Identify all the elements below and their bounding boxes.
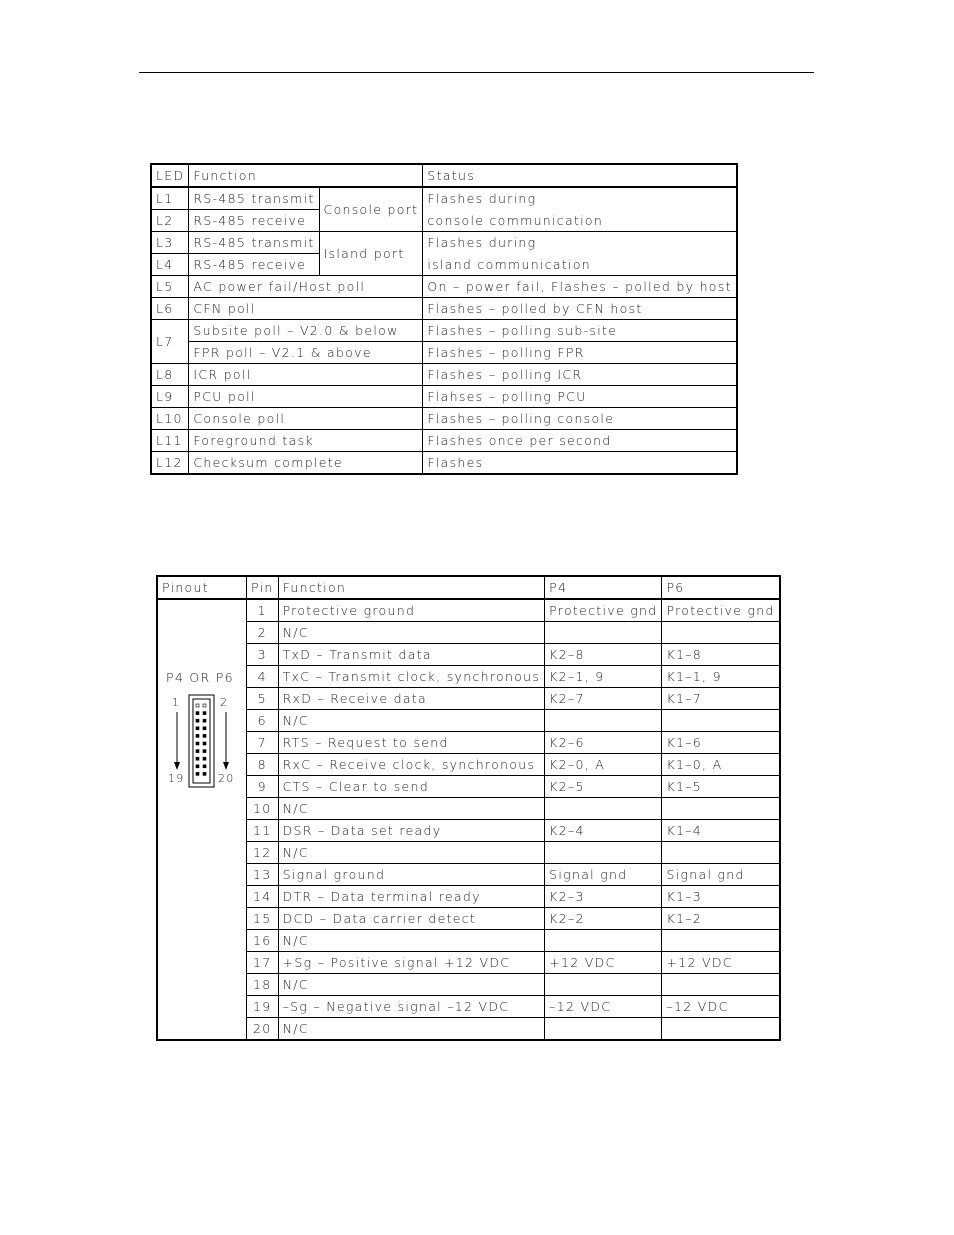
pinout-diagram-cell xyxy=(157,599,247,1040)
led-cell: L8 xyxy=(151,364,189,386)
p4-cell: K2–1, 9 xyxy=(545,666,662,688)
pin-number-cell: 15 xyxy=(247,908,279,930)
p4-cell xyxy=(545,798,662,820)
p4-cell xyxy=(545,974,662,996)
led-cell: L5 xyxy=(151,276,189,298)
p6-cell: K1–4 xyxy=(662,820,780,842)
p6-cell: K1–8 xyxy=(662,644,780,666)
pin-number-cell: 14 xyxy=(247,886,279,908)
pin-number-cell: 7 xyxy=(247,732,279,754)
header-pin: Pin xyxy=(247,576,279,599)
connector-pin xyxy=(196,704,199,707)
p6-cell xyxy=(662,842,780,864)
led-cell: L12 xyxy=(151,452,189,475)
function-cell: N/C xyxy=(278,798,545,820)
connector-pin xyxy=(196,765,199,768)
table-row xyxy=(157,644,780,666)
led-cell: L4 xyxy=(151,254,189,276)
function-cell: N/C xyxy=(278,710,545,732)
connector-pin xyxy=(196,772,199,775)
table-row xyxy=(151,430,737,452)
table-row xyxy=(151,364,737,386)
p4-cell: K2–4 xyxy=(545,820,662,842)
connector-pin xyxy=(203,750,206,753)
status-cell: Flashes xyxy=(423,452,737,475)
table-row xyxy=(151,452,737,475)
pin-label-top-left: 1 xyxy=(172,696,181,709)
table-row xyxy=(157,710,780,732)
table-row xyxy=(157,776,780,798)
p6-cell xyxy=(662,622,780,644)
connector-pins xyxy=(196,704,206,775)
p4-cell: Protective gnd xyxy=(545,599,662,622)
status-cell: Flashes – polling sub-site xyxy=(423,320,737,342)
led-cell: L10 xyxy=(151,408,189,430)
header-p6: P6 xyxy=(662,576,780,599)
pin-label-bottom-right: 20 xyxy=(218,772,235,785)
function-cell: AC power fail/Host poll xyxy=(189,276,423,298)
p4-cell: –12 VDC xyxy=(545,996,662,1018)
table-row xyxy=(157,952,780,974)
function-cell: N/C xyxy=(278,622,545,644)
function-cell: DSR – Data set ready xyxy=(278,820,545,842)
table-row xyxy=(157,842,780,864)
function-cell: TxC – Transmit clock, synchronous xyxy=(278,666,545,688)
p4-cell: K2–0, A xyxy=(545,754,662,776)
p6-cell: K1–0, A xyxy=(662,754,780,776)
pin-number-cell: 18 xyxy=(247,974,279,996)
port-cell: Island port xyxy=(319,232,423,276)
table-row xyxy=(151,342,737,364)
table-row xyxy=(151,187,737,210)
pin-number-cell: 8 xyxy=(247,754,279,776)
pin-number-cell: 2 xyxy=(247,622,279,644)
function-cell: RxC – Receive clock, synchronous xyxy=(278,754,545,776)
function-cell: N/C xyxy=(278,842,545,864)
p6-cell xyxy=(662,798,780,820)
table-row xyxy=(157,1018,780,1041)
p4-cell: K2–8 xyxy=(545,644,662,666)
led-cell: L11 xyxy=(151,430,189,452)
p6-cell: K1–1, 9 xyxy=(662,666,780,688)
pin-number-cell: 16 xyxy=(247,930,279,952)
pinout-table xyxy=(156,575,781,1041)
function-cell: N/C xyxy=(278,974,545,996)
table-row xyxy=(157,754,780,776)
pin-number-cell: 6 xyxy=(247,710,279,732)
connector-pin xyxy=(196,750,199,753)
p4-cell: K2–5 xyxy=(545,776,662,798)
function-cell: RS-485 receive xyxy=(189,254,319,276)
led-cell: L3 xyxy=(151,232,189,254)
led-cell: L9 xyxy=(151,386,189,408)
led-cell: L7 xyxy=(151,320,189,364)
p6-cell xyxy=(662,974,780,996)
pin-number-cell: 17 xyxy=(247,952,279,974)
connector-pin xyxy=(203,765,206,768)
pinout-table-header xyxy=(157,576,780,599)
connector-pin xyxy=(203,742,206,745)
function-cell: N/C xyxy=(278,930,545,952)
function-cell: DTR – Data terminal ready xyxy=(278,886,545,908)
table-row xyxy=(151,408,737,430)
p4-cell xyxy=(545,842,662,864)
p6-cell xyxy=(662,710,780,732)
connector-pin xyxy=(203,719,206,722)
table-row xyxy=(151,276,737,298)
p6-cell: K1–7 xyxy=(662,688,780,710)
table-row xyxy=(157,732,780,754)
connector-pin xyxy=(196,734,199,737)
connector-pin xyxy=(203,772,206,775)
connector-pin xyxy=(196,727,199,730)
function-cell: TxD – Transmit data xyxy=(278,644,545,666)
header-rule xyxy=(139,72,814,73)
function-cell: –Sg – Negative signal –12 VDC xyxy=(278,996,545,1018)
p4-cell: K2–3 xyxy=(545,886,662,908)
p4-cell xyxy=(545,622,662,644)
table-row xyxy=(151,210,737,232)
p4-cell xyxy=(545,710,662,732)
p6-cell xyxy=(662,1018,780,1041)
pin-number-cell: 3 xyxy=(247,644,279,666)
table-row xyxy=(151,254,737,276)
pin-label-top-right: 2 xyxy=(220,696,229,709)
status-cell: Flashes – polling console xyxy=(423,408,737,430)
p4-cell: K2–7 xyxy=(545,688,662,710)
p4-cell: K2–2 xyxy=(545,908,662,930)
led-cell: L2 xyxy=(151,210,189,232)
arrow-left-head xyxy=(174,762,180,770)
table-row xyxy=(157,974,780,996)
status-cell: Flashes – polled by CFN host xyxy=(423,298,737,320)
function-cell: Console poll xyxy=(189,408,423,430)
p4-cell: Signal gnd xyxy=(545,864,662,886)
connector-pin xyxy=(203,704,206,707)
pin-number-cell: 10 xyxy=(247,798,279,820)
status-cell: console communication xyxy=(423,210,737,232)
pin-number-cell: 11 xyxy=(247,820,279,842)
led-table-header xyxy=(151,164,737,187)
p4-cell xyxy=(545,1018,662,1041)
p4-cell xyxy=(545,930,662,952)
p6-cell: K1–6 xyxy=(662,732,780,754)
status-cell: Flashes – polling ICR xyxy=(423,364,737,386)
port-cell: Console port xyxy=(319,187,423,232)
table-row xyxy=(151,320,737,342)
function-cell: Foreground task xyxy=(189,430,423,452)
header-function: Function xyxy=(278,576,545,599)
table-row xyxy=(151,232,737,254)
pin-number-cell: 9 xyxy=(247,776,279,798)
p6-cell: K1–2 xyxy=(662,908,780,930)
table-row xyxy=(157,886,780,908)
p6-cell: +12 VDC xyxy=(662,952,780,974)
p6-cell xyxy=(662,930,780,952)
p4-cell: +12 VDC xyxy=(545,952,662,974)
p6-cell: K1–3 xyxy=(662,886,780,908)
header-function: Function xyxy=(189,164,423,187)
connector-pin xyxy=(196,719,199,722)
connector-pin xyxy=(196,757,199,760)
table-row xyxy=(157,599,780,622)
led-cell: L6 xyxy=(151,298,189,320)
function-cell: RS-485 receive xyxy=(189,210,319,232)
function-cell: +Sg – Positive signal +12 VDC xyxy=(278,952,545,974)
connector-pin xyxy=(196,712,199,715)
status-cell: Flashes during xyxy=(423,187,737,210)
connector-diagram xyxy=(158,690,246,790)
function-cell: FPR poll – V2.1 & above xyxy=(189,342,423,364)
function-cell: Protective ground xyxy=(278,599,545,622)
table-row xyxy=(157,930,780,952)
function-cell: CFN poll xyxy=(189,298,423,320)
function-cell: RS-485 transmit xyxy=(189,232,319,254)
table-row xyxy=(157,820,780,842)
connector-pin xyxy=(203,712,206,715)
table-row xyxy=(151,386,737,408)
pinout-label: P4 OR P6 xyxy=(166,670,234,685)
status-cell: Flashes – polling FPR xyxy=(423,342,737,364)
p6-cell: Signal gnd xyxy=(662,864,780,886)
function-cell: Subsite poll – V2.0 & below xyxy=(189,320,423,342)
connector-pin xyxy=(203,734,206,737)
status-cell: Flashes during xyxy=(423,232,737,254)
connector-pin xyxy=(203,727,206,730)
pin-number-cell: 4 xyxy=(247,666,279,688)
table-row xyxy=(157,864,780,886)
pin-number-cell: 12 xyxy=(247,842,279,864)
pin-number-cell: 13 xyxy=(247,864,279,886)
table-row xyxy=(157,996,780,1018)
status-cell: On – power fail, Flashes – polled by host xyxy=(423,276,737,298)
header-pinout: Pinout xyxy=(157,576,247,599)
function-cell: DCD – Data carrier detect xyxy=(278,908,545,930)
function-cell: RS-485 transmit xyxy=(189,187,319,210)
function-cell: Checksum complete xyxy=(189,452,423,475)
status-cell: Flashes once per second xyxy=(423,430,737,452)
function-cell: ICR poll xyxy=(189,364,423,386)
pin-number-cell: 19 xyxy=(247,996,279,1018)
status-cell: island communication xyxy=(423,254,737,276)
table-row xyxy=(157,908,780,930)
table-row xyxy=(157,798,780,820)
connector-pin xyxy=(196,742,199,745)
pin-number-cell: 1 xyxy=(247,599,279,622)
p4-cell: K2–6 xyxy=(545,732,662,754)
table-row xyxy=(151,298,737,320)
header-led: LED xyxy=(151,164,189,187)
function-cell: RTS – Request to send xyxy=(278,732,545,754)
p6-cell: –12 VDC xyxy=(662,996,780,1018)
header-p4: P4 xyxy=(545,576,662,599)
table-row xyxy=(157,622,780,644)
pin-number-cell: 5 xyxy=(247,688,279,710)
led-cell: L1 xyxy=(151,187,189,210)
p6-cell: K1–5 xyxy=(662,776,780,798)
led-table xyxy=(150,163,738,475)
connector-inner xyxy=(193,699,210,783)
status-cell: Flahses – polling PCU xyxy=(423,386,737,408)
header-status: Status xyxy=(423,164,737,187)
function-cell: RxD – Receive data xyxy=(278,688,545,710)
pin-label-bottom-left: 19 xyxy=(168,772,185,785)
function-cell: PCU poll xyxy=(189,386,423,408)
connector-pin xyxy=(203,757,206,760)
table-row xyxy=(157,688,780,710)
p6-cell: Protective gnd xyxy=(662,599,780,622)
function-cell: N/C xyxy=(278,1018,545,1041)
arrow-right-head xyxy=(223,762,229,770)
function-cell: CTS – Clear to send xyxy=(278,776,545,798)
function-cell: Signal ground xyxy=(278,864,545,886)
pin-number-cell: 20 xyxy=(247,1018,279,1041)
table-row xyxy=(157,666,780,688)
